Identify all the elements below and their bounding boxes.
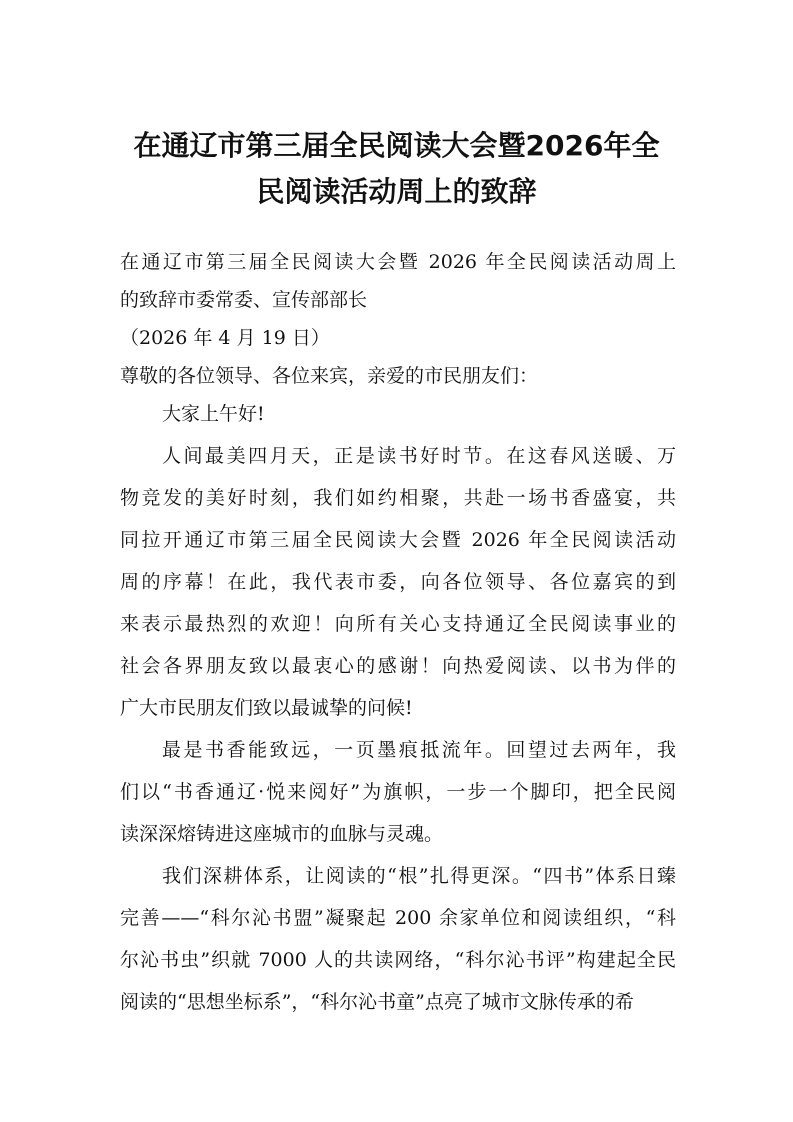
document-body bbox=[120, 246, 676, 1028]
paragraph-line: 广大市民朋友们致以最诚挚的问候! bbox=[120, 697, 413, 719]
header-line: 尊敬的各位领导、各位来宾，亲爱的市民朋友们： bbox=[120, 365, 539, 387]
paragraph-line: 们以“书香通辽·悦来阅好”为旗帜，一步一个脚印，把全民阅 bbox=[120, 781, 676, 803]
document-title bbox=[0, 123, 793, 215]
paragraph-line: 阅读的“思想坐标系”，“科尔沁书童”点亮了城市文脉传承的希 bbox=[120, 991, 634, 1013]
paragraph-line: 完善——“科尔沁书盟”凝聚起 200 余家单位和阅读组织，“科 bbox=[120, 907, 676, 929]
header-line: （2026 年 4 月 19 日） bbox=[120, 327, 330, 349]
header-line: 在通辽市第三届全民阅读大会暨 2026 年全民阅读活动周上 bbox=[120, 251, 676, 273]
paragraph-line: 社会各界朋友致以最衷心的感谢！向热爱阅读、以书为伴的 bbox=[120, 655, 676, 677]
paragraph-line: 最是书香能致远，一页墨痕抵流年。回望过去两年，我 bbox=[162, 739, 676, 761]
paragraph-line: 来表示最热烈的欢迎！向所有关心支持通辽全民阅读事业的 bbox=[120, 613, 676, 635]
paragraph-line: 我们深耕体系，让阅读的“根”扎得更深。“四书”体系日臻 bbox=[162, 865, 676, 887]
title-line: 民阅读活动周上的致辞 bbox=[256, 175, 537, 208]
paragraph-line: 同拉开通辽市第三届全民阅读大会暨 2026 年全民阅读活动 bbox=[120, 529, 676, 551]
paragraph-line: 读深深熔铸进这座城市的血脉与灵魂。 bbox=[120, 823, 444, 845]
header-line: 的致辞市委常委、宣传部部长 bbox=[120, 289, 368, 311]
title-line: 在通辽市第三届全民阅读大会暨2026年全 bbox=[133, 129, 660, 162]
paragraph-line: 尔沁书虫”织就 7000 人的共读网络，“科尔沁书评”构建起全民 bbox=[120, 949, 676, 971]
paragraph-line: 物竞发的美好时刻，我们如约相聚，共赴一场书香盛宴，共 bbox=[120, 487, 676, 509]
paragraph-line: 大家上午好! bbox=[162, 403, 265, 425]
paragraph-line: 人间最美四月天，正是读书好时节。在这春风送暖、万 bbox=[162, 445, 676, 467]
paragraph-line: 周的序幕！在此，我代表市委，向各位领导、各位嘉宾的到 bbox=[120, 571, 676, 593]
